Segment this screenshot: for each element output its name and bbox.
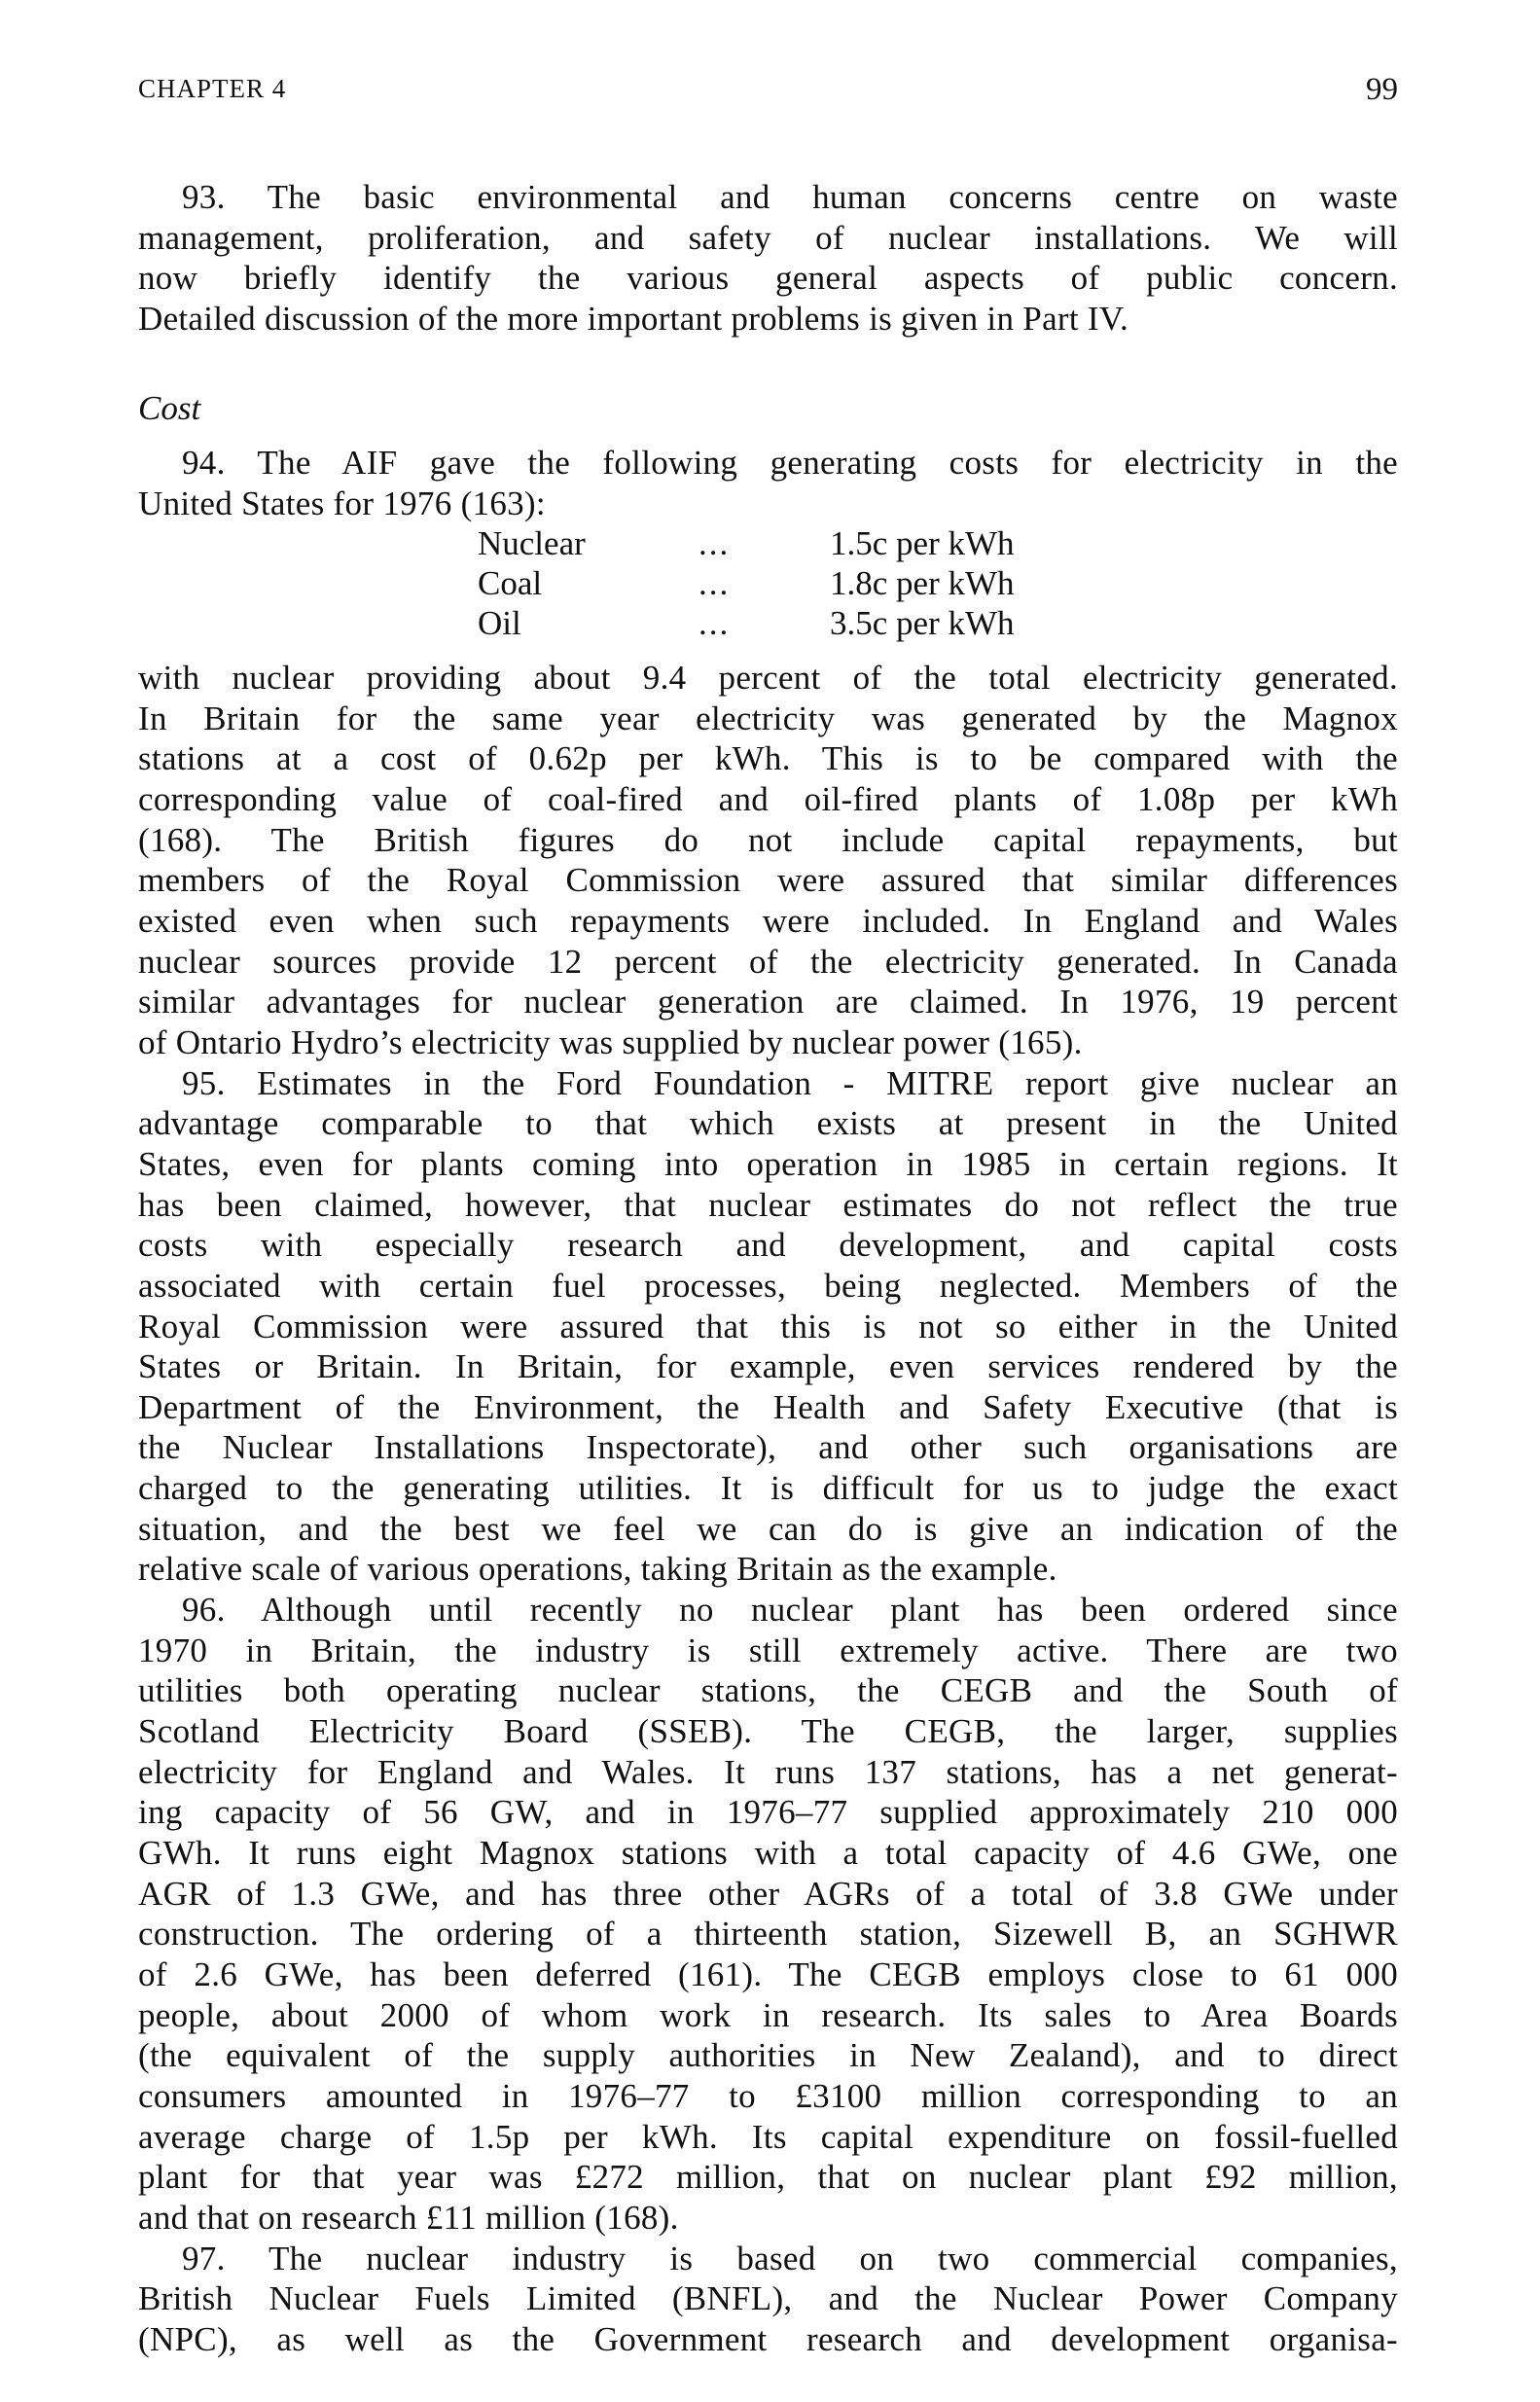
cost-value: 1.5c per kWh bbox=[830, 524, 1015, 562]
page-number: 99 bbox=[1366, 72, 1398, 107]
paragraph-95-line: situation, and the best we feel we can do is give an indication of the bbox=[138, 1509, 1398, 1548]
paragraph-94-line: similar advantages for nuclear generation are claimed. In 1976, 19 percent bbox=[138, 983, 1398, 1022]
paragraph-93 bbox=[138, 177, 1398, 340]
paragraph-93-line: 93. The basic environmental and human concerns centre on waste bbox=[182, 178, 1398, 216]
paragraph-95-line: Department of the Environment, the Health and Safety Executive (that is bbox=[138, 1387, 1398, 1426]
paragraph-95-line: has been claimed, however, that nuclear estimates do not reflect the true bbox=[138, 1185, 1398, 1224]
cost-table-row bbox=[0, 523, 1540, 563]
paragraph-94-line: stations at a cost of 0.62p per kWh. This is to be compared with the bbox=[138, 739, 1398, 778]
paragraph-95-line: costs with especially research and development, and capital costs bbox=[138, 1226, 1398, 1265]
paragraph-96-line: 1970 in Britain, the industry is still extremely active. There are two bbox=[138, 1631, 1398, 1669]
section-heading-cost: Cost bbox=[138, 389, 201, 427]
paragraph-95-line: charged to the generating utilities. It is difficult for us to judge the exact bbox=[138, 1469, 1398, 1508]
paragraph-94-line: In Britain for the same year electricity was generated by the Magnox bbox=[138, 699, 1398, 737]
paragraph-96-line: 96. Although until recently no nuclear plant has been ordered since bbox=[182, 1591, 1398, 1630]
running-header-chapter: CHAPTER 4 bbox=[138, 74, 287, 103]
paragraph-96-line: utilities both operating nuclear stations, the CEGB and the South of bbox=[138, 1671, 1398, 1710]
paragraph-96-line: and that on research £11 million (168). bbox=[138, 2198, 679, 2237]
paragraph-96-line: ing capacity of 56 GW, and in 1976–77 supplied approximately 210 000 bbox=[138, 1793, 1398, 1832]
dot-leader: ... bbox=[698, 564, 731, 602]
paragraph-95-line: Royal Commission were assured that this is not so either in the United bbox=[138, 1307, 1398, 1345]
paragraph-96-line: consumers amounted in 1976–77 to £3100 million corresponding to an bbox=[138, 2076, 1398, 2115]
paragraph-95-line: States, even for plants coming into operation in 1985 in certain regions. It bbox=[138, 1144, 1398, 1183]
paragraph-94-line: of Ontario Hydro’s electricity was supplied by nuclear power (165). bbox=[138, 1022, 1083, 1061]
paragraph-95-line: associated with certain fuel processes, being neglected. Members of the bbox=[138, 1266, 1398, 1305]
paragraph-96-line: Scotland Electricity Board (SSEB). The CEGB, the larger, supplies bbox=[138, 1712, 1398, 1751]
paragraph-94-line: United States for 1976 (163): bbox=[138, 484, 546, 522]
paragraph-93-line: Detailed discussion of the more important problems is given in Part IV. bbox=[138, 299, 1128, 338]
paragraph-94-line: 94. The AIF gave the following generating costs for electricity in the bbox=[182, 444, 1398, 482]
paragraph-96-line: of 2.6 GWe, has been deferred (161). The CEGB employs close to 61 000 bbox=[138, 1955, 1398, 1993]
paragraph-97-line: 97. The nuclear industry is based on two commercial companies, bbox=[182, 2239, 1398, 2277]
paragraph-95-line: relative scale of various operations, taking Britain as the example. bbox=[138, 1550, 1057, 1589]
body-text bbox=[138, 658, 1398, 2360]
source-name: Nuclear bbox=[478, 524, 586, 562]
cost-table-row bbox=[0, 563, 1540, 603]
paragraph-94-line: corresponding value of coal-fired and oil-fired plants of 1.08p per kWh bbox=[138, 779, 1398, 818]
paragraph-96-line: construction. The ordering of a thirteenth station, Sizewell B, an SGHWR bbox=[138, 1915, 1398, 1954]
paragraph-95-line: the Nuclear Installations Inspectorate), and other such organisations are bbox=[138, 1428, 1398, 1467]
paragraph-96-line: people, about 2000 of whom work in research. Its sales to Area Boards bbox=[138, 1995, 1398, 2034]
cost-value: 3.5c per kWh bbox=[830, 604, 1015, 642]
paragraph-96-line: electricity for England and Wales. It runs 137 stations, has a net generat- bbox=[138, 1752, 1398, 1791]
dot-leader: ... bbox=[698, 604, 731, 642]
paragraph-94-line: nuclear sources provide 12 percent of the electricity generated. In Canada bbox=[138, 942, 1398, 981]
cost-value: 1.8c per kWh bbox=[830, 564, 1015, 602]
paragraph-96-line: AGR of 1.3 GWe, and has three other AGRs of a total of 3.8 GWe under bbox=[138, 1874, 1398, 1913]
paragraph-93-line: management, proliferation, and safety of nuclear installations. We will bbox=[138, 218, 1398, 257]
cost-table bbox=[0, 523, 1540, 643]
paragraph-96-line: (the equivalent of the supply authorities in New Zealand), and to direct bbox=[138, 2036, 1398, 2075]
paragraph-95-line: States or Britain. In Britain, for example, even services rendered by the bbox=[138, 1347, 1398, 1386]
paragraph-94-intro bbox=[138, 443, 1398, 523]
paragraph-95-line: 95. Estimates in the Ford Foundation - MITRE report give nuclear an bbox=[182, 1063, 1398, 1102]
paragraph-97-line: (NPC), as well as the Government research and development organisa- bbox=[138, 2319, 1398, 2358]
paragraph-96-line: plant for that year was £272 million, that on nuclear plant £92 million, bbox=[138, 2158, 1398, 2197]
paragraph-94-line: existed even when such repayments were included. In England and Wales bbox=[138, 901, 1398, 940]
paragraph-95-line: advantage comparable to that which exists at present in the United bbox=[138, 1104, 1398, 1143]
paragraph-96-line: GWh. It runs eight Magnox stations with a total capacity of 4.6 GWe, one bbox=[138, 1834, 1398, 1873]
source-name: Coal bbox=[478, 564, 543, 602]
paragraph-94-line: members of the Royal Commission were assured that similar differences bbox=[138, 861, 1398, 900]
paragraph-97-line: British Nuclear Fuels Limited (BNFL), and the Nuclear Power Company bbox=[138, 2279, 1398, 2318]
paragraph-94-line: with nuclear providing about 9.4 percent of the total electricity generated. bbox=[138, 659, 1398, 697]
dot-leader: ... bbox=[698, 524, 731, 562]
paragraph-96-line: average charge of 1.5p per kWh. Its capital expenditure on fossil-fuelled bbox=[138, 2117, 1398, 2156]
paragraph-94-line: (168). The British figures do not include capital repayments, but bbox=[138, 820, 1398, 859]
source-name: Oil bbox=[478, 604, 521, 642]
paragraph-93-line: now briefly identify the various general aspects of public concern. bbox=[138, 259, 1398, 298]
cost-table-row bbox=[0, 603, 1540, 643]
